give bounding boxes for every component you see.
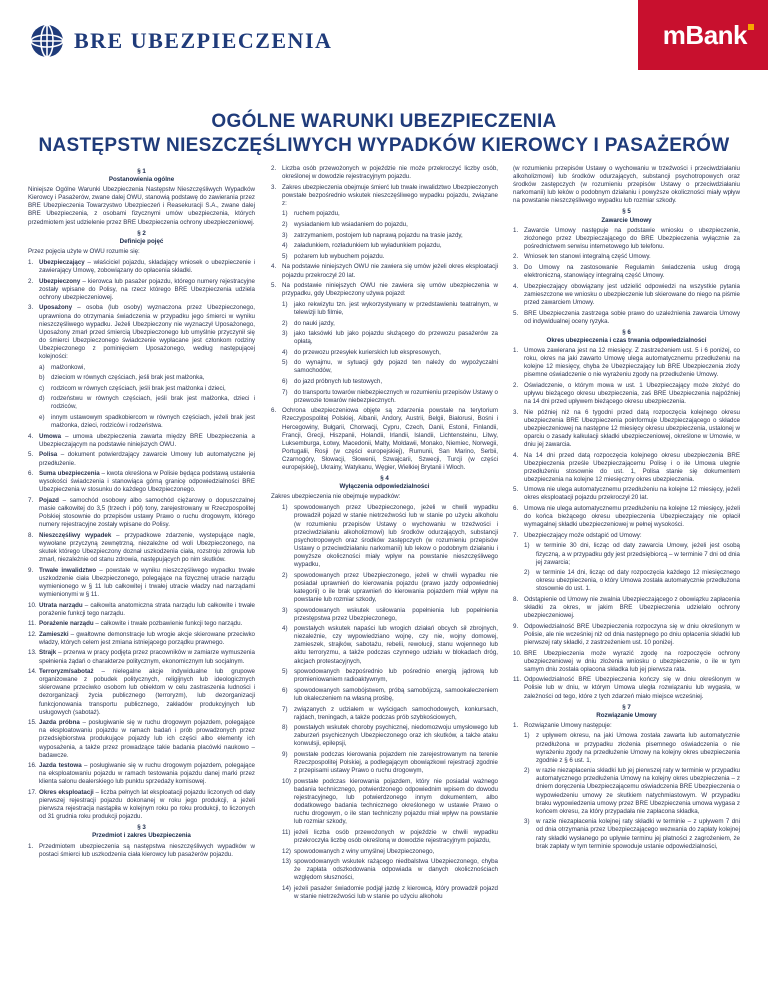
- item-number: 2.: [513, 253, 519, 261]
- section-title: Okres ubezpieczenia i czas trwania odpowiedzialności: [546, 336, 707, 344]
- column-1: [28, 165, 255, 990]
- numbered-item: [28, 259, 255, 275]
- numbered-item: [28, 567, 255, 599]
- item-text: Umowa nie ulega automatycznemu przedłużeniu na kolejne 12 miesięcy, jeżeli do końca bieżącego okresu ubezpieczenia Ubezpieczający nie opłacił wymagalnej składki ubezpieczeniowej w pełnej wysokości.: [524, 505, 740, 529]
- item-text: powstałe podczas kierowania pojazdem, który nie posiadał ważnego badania technicznego, potwierdzonego odpowiednim wpisem do dowodu rejestracyjnego, lub potwierdzonego innym dokumentem, albo dodatkowego badania technicznego określonego w ustawie Prawo o ruchu drogowym, o ile stan techniczny pojazdu miał wpływ na powstanie lub rozmiar szkody,: [294, 777, 498, 826]
- section-number: § 4: [380, 475, 389, 483]
- item-text: Zakres ubezpieczenia obejmuje śmierć lub trwałe inwalidztwo Ubezpieczonych powstałe bezpośrednio wskutek nieszczęśliwego wypadku pojazdu, związane z:: [282, 183, 498, 207]
- sub-item: [282, 320, 498, 328]
- item-text: w razie niezapłacenia składki lub jej pierwszej raty w terminie w przypadku automatycznego przedłużenia Umowy na kolejny okres ubezpieczenia – z dniem doręczenia Ubezpieczającemu oświadczenia BRE Ubezpieczenia o wypowiedzeniu umowy ze skutkiem natychmiastowym. W przypadku braku wypowiedzenia umowy przez BRE Ubezpieczenia umowa wygasa z końcem okresu, za który przypadała nie zapłacona składka,: [536, 767, 740, 815]
- item-number: 7.: [513, 531, 519, 539]
- item-text: BRE Ubezpieczenia zastrzega sobie prawo do uzależnienia zawarcia Umowy od indywidualnej oceny ryzyka.: [524, 309, 740, 325]
- sub-item: [524, 542, 740, 566]
- numbered-item: [513, 596, 740, 620]
- item-text: załadunkiem, rozładunkiem lub wyładunkiem pojazdu,: [294, 242, 442, 250]
- item-text: Utrata narządu – całkowita anatomiczna strata narządu lub całkowite i trwałe porażenie funkcji tego narządu.: [39, 601, 255, 617]
- item-number: 10.: [513, 649, 522, 657]
- item-number: 1): [282, 504, 288, 512]
- item-text: Ubezpieczający może odstąpić od Umowy:: [524, 531, 642, 539]
- numbered-item: [271, 184, 498, 208]
- sub-item: [282, 706, 498, 722]
- item-number: 5): [282, 252, 288, 260]
- item-number: 1): [282, 210, 288, 218]
- item-number: 3): [282, 606, 288, 614]
- mbank-logo-text: mBank: [662, 20, 747, 50]
- numbered-item: [513, 486, 740, 502]
- sub-item: [282, 829, 498, 845]
- item-text: w terminie 14 dni, licząc od daty rozpoczęcia każdego 12 miesięcznego okresu ubezpieczenia, o który Umowa została automatycznie przedłużona stosownie do ust. 1.: [536, 569, 740, 593]
- item-number: 8.: [28, 531, 34, 539]
- item-text: jeżeli pasażer świadomie podjął jazdę z kierowcą, który prowadził pojazd w stanie nietrzeźwości lub w stanie po użyciu alkoholu: [294, 884, 498, 900]
- mbank-dot-icon: [748, 24, 754, 30]
- item-text: spowodowanych wskutek usiłowania popełnienia lub popełnienia przestępstwa przez Ubezpieczonego,: [294, 606, 498, 622]
- sub-item: [282, 389, 498, 405]
- numbered-item: [271, 407, 498, 472]
- item-text: spowodowanych przez Ubezpieczonego, jeżeli w chwili wypadku nie posiadał uprawnień do kierowania pojazdu (prawo jazdy odpowiedniej kategorii) o ile brak uprawnień do kierowania pojazdem miał wpływ na powstanie lub rozmiar szkody,: [294, 571, 498, 603]
- item-text: Umowa zawierana jest na 12 miesięcy. Z zastrzeżeniem ust. 5 i 6 poniżej, co roku, okres na jaki zawarto Umowę ulega automatycznemu przedłużeniu na kolejne 12 miesięcy, chyba że Ubezpieczający lub BRE Ubezpieczenia złoży pisemne oświadczenie o nie wyrażeniu zgody na przedłużenie Umowy.: [524, 346, 740, 379]
- item-text: powstałe podczas kierowania pojazdem nie zarejestrowanym na terenie Rzeczpospolitej Polskiej, a podlegającym obowiązkowi rejestracji zgodnie z przepisami ustawy Prawo o ruchu drogowym,: [294, 751, 498, 775]
- item-text: powstałych wskutek napaści lub wrogich działań obcych sił zbrojnych, niezależnie, czy wypowiedziano wojnę, czy nie, wojny domowej, zamieszek, strajków, sabotażu, rebelii, rewolucji, stanu wojennego lub aktu terroryzmu, a także podczas czynnego udziału w blokadach dróg, akcjach protestacyjnych,: [294, 625, 498, 665]
- item-text: zatrzymaniem, postojem lub naprawą pojazdu na trasie jazdy,: [294, 231, 463, 239]
- defined-term: Pojazd: [39, 496, 59, 504]
- sub-item: [282, 504, 498, 569]
- item-text: Terroryzm/sabotaż – nielegalne akcje indywidualne lub grupowe organizowane z pobudek politycznych, religijnych lub ideologicznych skierowane przeciwko osobom lub obiektom w celu zastraszenia ludności i dezorganizacji życia publicznego (terroryzm), lub dezorganizacji funkcjonowania transportu publicznego, zakładów produkcyjnych lub usługowych (sabotaż).: [39, 668, 255, 716]
- item-number: 16.: [28, 762, 37, 770]
- numbered-item: [28, 304, 255, 361]
- paragraph: Zakres ubezpieczenia nie obejmuje wypadków:: [271, 493, 401, 501]
- item-number: d): [39, 395, 45, 403]
- page-header: [0, 0, 768, 88]
- item-text: związanych z udziałem w wyścigach samochodowych, konkursach, rajdach, treningach, a także podczas prób szybkościowych,: [294, 705, 498, 721]
- defined-term: Utrata narządu: [39, 601, 83, 609]
- paragraph: (w rozumieniu przepisów Ustawy o wychowaniu w trzeźwości i przeciwdziałaniu alkoholizmowi) lub środków odurzających, substancji psychotropowych oraz środków zastępczych (w rozumieniu przepisów Ustawy o przeciwdziałaniu narkomanii) lub leków o podobnym działaniu i powyższe okoliczności miały wpływ na powstanie nieszczęśliwego wypadku lub rozmiar szkody.: [513, 165, 740, 205]
- item-text: Jazda próbna – posługiwanie się w ruchu drogowym pojazdem, polegające na eksploatowaniu pojazdu w ramach badań i prób prowadzonych przez przedsiębiorstwa produkujące pojazdy lub ich części albo elementy ich wyposażenia, a także przez prowadzące takie badania placówki naukowo – badawcze.: [39, 719, 255, 759]
- item-number: 5): [282, 668, 288, 676]
- numbered-item: [513, 227, 740, 251]
- section-heading: [271, 475, 498, 491]
- item-number: 2): [524, 767, 530, 775]
- item-number: 4.: [513, 451, 519, 459]
- numbered-item: [28, 497, 255, 529]
- item-text: Okres eksploatacji – liczba pełnych lat eksploatacji pojazdu liczonych od daty pierwszej rejestracji pojazdu dokonanej w roku jego produkcji, a jeżeli pierwsza rejestracja nastąpiła w kolejnym roku po roku produkcji, to liczonych od 31 grudnia roku produkcji pojazdu.: [39, 788, 255, 821]
- defined-term: Trwałe inwalidztwo: [39, 566, 97, 574]
- item-number: 14): [282, 884, 291, 892]
- defined-term: Uposażony: [39, 304, 73, 312]
- numbered-item: [513, 310, 740, 326]
- bre-globe-logo-icon: [30, 24, 64, 58]
- sub-item: [282, 221, 498, 229]
- numbered-item: [513, 623, 740, 647]
- item-number: 5): [282, 359, 288, 367]
- numbered-item: [271, 263, 498, 279]
- item-number: 3.: [513, 408, 519, 416]
- numbered-item: [513, 676, 740, 700]
- sub-item: [524, 569, 740, 593]
- item-text: Ochrona ubezpieczeniowa objęte są zdarzenia powstałe na terytorium Rzeczypospolitej Polskiej, Albanii, Andory, Austrii, Belgii, Białorusi, Bośni i Hercegowiny, Bułgarii, Chorwacji, Cypru, Czech, Danii, Estonii, Finlandii, Francji, Grecji, Hiszpanii, Holandii, Irlandii, Islandii, Lichtensteinu, Litwy, Luksemburga, Łotwy, Macedonii, Malty, Mołdawii, Monako, Niemiec, Norwegii, Portugalii, Rosji (w części europejskiej), Rumunii, San Marino, Serbii, Czarnogóry, Słowacji, Słowenii, Szwajcarii, Szwecji, Turcji (w części europejskiej), Ukrainy, Watykanu, Węgier, Wielkiej Brytanii i Włoch.: [282, 407, 498, 471]
- sub-item: [39, 395, 255, 411]
- item-text: spowodowanych z winy umyślnej Ubezpieczonego,: [294, 847, 435, 855]
- item-number: 1): [524, 732, 530, 740]
- item-text: Liczba osób przewożonych w pojeździe nie może przekroczyć liczby osób, określonej w dowodzie rejestracyjnym pojazdu.: [282, 165, 498, 181]
- defined-term: Ubezpieczony: [39, 277, 81, 285]
- item-number: 5.: [271, 282, 277, 290]
- item-text: Do Umowy na zastosowanie Regulamin świadczenia usług drogą elektroniczną, stanowiący integralną część Umowy.: [524, 264, 740, 280]
- item-number: 4): [282, 242, 288, 250]
- sub-item: [524, 732, 740, 764]
- item-number: e): [39, 414, 45, 422]
- column-2: [271, 165, 498, 990]
- item-text: Odstąpienie od Umowy nie zwalnia Ubezpieczającego z obowiązku zapłacenia składki za okres, w jakim BRE Ubezpieczenia udzielało ochrony ubezpieczeniowej.: [524, 596, 740, 620]
- item-text: Na podstawie niniejszych OWU nie zawiera się umów jeżeli okres eksploatacji pojazdu przekroczył 20 lat.: [282, 263, 498, 279]
- item-number: 8): [282, 724, 288, 732]
- item-number: 8.: [513, 596, 519, 603]
- item-number: 6.: [28, 470, 34, 478]
- sub-item: [39, 374, 255, 382]
- sub-item: [282, 242, 498, 250]
- defined-term: Umowa: [39, 432, 62, 440]
- numbered-item: [513, 253, 740, 261]
- item-number: 6.: [513, 505, 519, 513]
- numbered-item: [28, 719, 255, 759]
- item-text: Ubezpieczający obowiązany jest udzielić odpowiedzi na wszystkie pytania zamieszczone we wniosku o ubezpieczenie lub skierowane do niego na piśmie przed zawarciem Umowy.: [524, 282, 740, 306]
- item-text: Umowa nie ulega automatycznemu przedłużeniu na kolejne 12 miesięcy, jeżeli okres eksploatacji pojazdu przekroczył 20 lat.: [524, 486, 740, 502]
- item-text: Polisa – dokument potwierdzający zawarcie Umowy lub automatyczne jej przedłużenie.: [39, 451, 255, 467]
- sub-item: [282, 349, 498, 357]
- column-3: [513, 165, 740, 990]
- item-number: 11.: [28, 620, 37, 628]
- defined-term: Zamieszki: [39, 630, 69, 638]
- item-text: Umowa – umowa ubezpieczenia zawarta między BRE Ubezpieczenia a Ubezpieczającym na podstawie niniejszych OWU.: [39, 432, 255, 448]
- item-text: do jazd próbnych lub testowych,: [294, 378, 383, 386]
- item-number: 10.: [28, 601, 37, 609]
- sub-item: [282, 253, 498, 261]
- item-text: do wynajmu, w sytuacji gdy pojazd ten należy do wypożyczalni samochodów,: [294, 359, 498, 375]
- item-text: ruchem pojazdu,: [294, 210, 340, 218]
- item-number: 6.: [271, 407, 277, 415]
- item-number: 1.: [28, 842, 34, 850]
- numbered-item: [28, 278, 255, 302]
- item-number: 3): [282, 231, 288, 239]
- numbered-item: [28, 668, 255, 717]
- defined-term: Strajk: [39, 649, 57, 657]
- numbered-item: [28, 631, 255, 647]
- item-number: 12.: [28, 630, 37, 638]
- sub-item: [282, 232, 498, 240]
- item-number: 7.: [28, 496, 34, 504]
- numbered-item: [28, 649, 255, 665]
- section-number: § 2: [137, 229, 146, 237]
- item-number: 5.: [513, 486, 519, 494]
- mbank-logo: [638, 0, 768, 70]
- section-title: Zawarcie Umowy: [601, 216, 652, 224]
- item-text: Rozwiązanie Umowy następuje:: [524, 721, 612, 729]
- document-title: [0, 110, 768, 158]
- item-number: 7): [282, 388, 288, 396]
- item-text: w terminie 30 dni, licząc od daty zawarcia Umowy, jeżeli jest osobą fizyczną, a w przypadku gdy jest przedsiębiorcą – w terminie 7 dni od dnia jej zawarcia;: [536, 542, 740, 566]
- item-text: rodzicom w równych częściach, jeśli brak jest małżonka i dzieci,: [51, 384, 226, 392]
- item-number: 13.: [28, 649, 37, 657]
- numbered-item: [28, 843, 255, 859]
- sub-item: [282, 687, 498, 703]
- sub-item: [282, 359, 498, 375]
- section-number: § 5: [622, 208, 631, 216]
- numbered-item: [513, 283, 740, 307]
- numbered-item: [28, 762, 255, 786]
- item-text: jeżeli liczba osób przewożonych w pojeździe w chwili wypadku przekroczyła liczbę osób określoną w dowodzie rejestracyjnym pojazdu,: [294, 828, 498, 844]
- section-title: Rozwiązanie Umowy: [596, 711, 657, 719]
- item-number: 6): [282, 378, 288, 386]
- item-text: Nieszczęśliwy wypadek – przypadkowe zdarzenie, wystepujące nagle, wywołane przyczyną zewnętrzną, niezależne od woli Ubezpieczonego, na skutek którego Ubezpieczony doznał uszkodzenia ciała, rozstroju zdrowia lub zmarł, niezależnie od stanu zdrowia, następujących po nim skutków.: [39, 531, 255, 564]
- section-heading: [28, 168, 255, 184]
- item-text: rodzeństwu w równych częściach, jeśli brak jest małżonka, dzieci i rodziców,: [51, 395, 255, 411]
- item-text: z upływem okresu, na jaki Umowa została zawarta lub automatycznie przedłużona w przypadku złożenia pisemnego oświadczenia o nie wyrażeniu zgody na przedłużenie Umowy na kolejny okres ubezpieczenia zgodnie z § 6 ust. 1,: [536, 732, 740, 764]
- item-text: Przedmiotem ubezpieczenia są następstwa nieszczęśliwych wypadków w postaci śmierci lub uszkodzenia ciała kierowcy lub pasażerów pojazdu.: [39, 842, 255, 858]
- item-number: 5.: [513, 309, 519, 317]
- item-number: 7): [282, 705, 288, 713]
- item-text: Jazda testowa – posługiwanie się w ruchu drogowym pojazdem, polegające na eksploatowaniu pojazdu w ramach testowania pojazdu danej marki przez klienta salonu dealerskiego lub punktu sprzedaży komisowej.: [39, 762, 255, 786]
- numbered-item: [513, 264, 740, 280]
- item-number: 14.: [28, 668, 37, 676]
- item-number: 11.: [513, 676, 522, 684]
- section-number: § 6: [622, 328, 631, 336]
- item-text: pożarem lub wybuchem pojazdu.: [294, 252, 385, 260]
- item-text: do przewozu przesyłek kurierskich lub ekspresowych,: [294, 348, 441, 356]
- section-title: Postanowienia ogólne: [108, 176, 175, 184]
- item-number: 2): [524, 569, 530, 577]
- item-number: 2.: [271, 165, 277, 172]
- section-title: Definicje pojęć: [119, 237, 164, 245]
- numbered-item: [28, 451, 255, 467]
- title-line-1: OGÓLNE WARUNKI UBEZPIECZENIA: [211, 111, 557, 132]
- sub-item: [282, 625, 498, 665]
- sub-item: [524, 818, 740, 850]
- item-number: 1.: [513, 346, 519, 354]
- defined-term: Nieszczęśliwy wypadek: [39, 531, 112, 539]
- section-heading: [513, 329, 740, 345]
- item-number: 4.: [513, 282, 519, 290]
- sub-item: [39, 385, 255, 393]
- item-text: dzieciom w równych częściach, jeśli brak jest małżonka,: [51, 374, 205, 382]
- item-number: 9.: [513, 622, 519, 630]
- section-number: § 3: [137, 824, 146, 832]
- item-number: 6): [282, 686, 288, 694]
- defined-term: Polisa: [39, 451, 58, 459]
- item-number: 12): [282, 847, 291, 855]
- numbered-item: [513, 722, 740, 730]
- item-text: powstałych wskutek choroby psychicznej, niedomozwoju umysłowego lub zaburzeń psychicznych Ubezpieczonego oraz ich skutków, a także ataku konwulsji, epilepsji,: [294, 724, 498, 748]
- numbered-item: [28, 789, 255, 821]
- item-number: 1.: [513, 226, 519, 234]
- sub-item: [282, 858, 498, 882]
- item-text: spowodowanych przez Ubezpieczonego, jeżeli w chwili wypadku prowadził pojazd w stanie nietrzeźwości lub w stanie po użyciu alkoholu (w rozumieniu przepisów Ustawy o wychowaniu w trzeźwości i przeciwdziałaniu alkoholizmowi) lub środków odurzających, substancji psychotropowych oraz środków zastępczych (w rozumieniu przepisów Ustawy o przeciwdziałaniu narkomanii) lub lekow o podobnym działaniu i powyższe okoliczności miały wpływ na powstanie nieszczęśliwego wypadku,: [294, 504, 498, 569]
- section-title: Przedmiot i zakres Ubezpieczenia: [92, 832, 191, 840]
- item-text: Uposażony – osoba (lub osoby) wyznaczona przez Ubezpieczonego, uprawniona do otrzymania świadczenia w przypadku jego śmierci w wyniku nieszczęśliwego wypadku. Jeżeli Ubezpieczony nie wyznaczył Uposażonego, Uposażony zmarł przed śmiercią Ubezpieczonego lub umyślnie przyczynił się do śmierci Ubezpieczonego świadczenie wypłacane jest członkom rodziny Ubezpieczonego z pominięciem Uposażonego, według następującej kolejności:: [39, 304, 255, 360]
- defined-term: Porażenie narządu: [39, 620, 94, 628]
- sub-item: [282, 724, 498, 748]
- item-text: spowodowanych bezpośrednio lub pośrednio energią jądrową lub promieniowaniem radioaktywnym,: [294, 668, 498, 684]
- item-text: do nauki jazdy,: [294, 319, 335, 327]
- defined-term: Jazda próbna: [39, 719, 80, 727]
- numbered-item: [28, 433, 255, 449]
- numbered-item: [28, 470, 255, 494]
- item-text: Wniosek ten stanowi integralną część Umowy.: [524, 253, 651, 261]
- item-text: Trwałe inwalidztwo – powstałe w wyniku nieszczęśliwego wypadku trwałe uszkodzenie ciała Ubezpieczonego, polegające na fizycznej utracie narządu wymienionego w § 11 lub całkowitej i trwałej utracie władzy nad narządami wymienionymi w § 11.: [39, 566, 255, 598]
- numbered-item: [271, 165, 498, 181]
- item-number: 1): [524, 542, 530, 550]
- item-number: b): [39, 374, 45, 382]
- item-text: Strajk – przerwa w pracy podjęta przez pracowników w zamiarze wymuszenia spełnienia żądań o charakterze politycznym, ekonomicznym lub socjalnym.: [39, 649, 255, 665]
- section-heading: [513, 208, 740, 224]
- item-text: Pojazd – samochód osobowy albo samochód ciężarowy o dopuszczalnej masie całkowitej do 3,5 (trzech i pół) tony, zarejestrowany w Rzeczpospolitej Polskiej stosownie do przepisów ustawy Prawo o ruchu drogowym, którego numery rejestracyjne zostały wpisane do Polisy.: [39, 496, 255, 529]
- item-number: 11): [282, 828, 291, 836]
- brand-name: BRE UBEZPIECZENIA: [74, 28, 333, 53]
- item-text: Ubezpieczony – kierowca lub pasażer pojazdu, którego numery rejestracyjne zostały wpisane do Polisy, na rzecz którego BRE Ubezpieczenia udziela ochrony ubezpieczeniowej.: [39, 277, 255, 301]
- item-number: 1.: [28, 258, 34, 266]
- paragraph: Przez pojęcia użyte w OWU rozumie się:: [28, 247, 140, 255]
- item-text: Odpowiedzialność BRE Ubezpieczenia kończy się w dniu określonym w Polisie lub w dniu, w którym Umowa uległa rozwiązaniu lub wygasła, w zależności od tego, które z tych zdarzeń miało miejsce wcześniej.: [524, 676, 740, 700]
- defined-term: Terroryzm/sabotaż: [39, 668, 94, 676]
- section-number: § 1: [137, 168, 146, 175]
- item-number: 2): [282, 571, 288, 579]
- item-number: 3.: [271, 183, 277, 191]
- item-text: Ubezpieczający – właściciel pojazdu, składający wniosek o ubezpieczenie i zawierający Umowę, zobowiązany do opłacenia składki.: [39, 258, 255, 275]
- item-number: c): [39, 384, 45, 392]
- item-number: 4): [282, 348, 288, 356]
- item-number: 9): [282, 751, 288, 758]
- sub-item: [282, 572, 498, 604]
- item-number: 2): [282, 319, 288, 327]
- section-number: § 7: [622, 703, 631, 711]
- numbered-item: [28, 602, 255, 618]
- item-number: 2.: [513, 381, 519, 389]
- paragraph: Niniejsze Ogólne Warunki Ubezpieczenia Następstw Nieszczęśliwych Wypadków Kierowcy i Pasażerów, zwane dalej OWU, stanowią podstawę do zawierania przez BRE Ubezpieczenia Towarzystwo Ubezpieczeń i Reasekuracji S.A., zwane dalej BRE Ubezpieczenia, z osobami fizycznymi umów ubezpieczenia, których przedmiotem jest udzielenie przez BRE Ubezpieczenia ochrony ubezpieczeniowej.: [28, 186, 255, 226]
- section-heading: [28, 230, 255, 246]
- sub-item: [524, 767, 740, 816]
- numbered-item: [513, 505, 740, 529]
- numbered-item: [513, 347, 740, 379]
- item-number: 17.: [28, 788, 37, 796]
- item-number: 10): [282, 777, 291, 785]
- numbered-item: [28, 620, 255, 628]
- sub-item: [282, 885, 498, 901]
- item-number: 3): [282, 330, 288, 338]
- item-text: Zamieszki – gwałtowne demonstracje lub wrogie akcje skierowane przeciwko władzy, których celem jest zmiana istniejącego porządku prawnego.: [39, 630, 255, 646]
- item-text: Zawarcie Umowy następuje na podstawie wniosku o ubezpieczenie, złożonego przez Ubezpieczającego do BRE Ubezpieczenia wyłącznie za pośrednictwem serwisu internetowego lub telefonu.: [524, 226, 740, 250]
- item-text: Suma ubezpieczenia – kwota określona w Polisie będąca podstawą ustalenia wysokości świadczenia i stanowiąca górną granicę odpowiedzialności BRE Ubezpieczenia w stosunku do każdego Ubezpieczonego.: [39, 470, 255, 494]
- item-text: jako rekwizytu tzn. jest wykorzystywany w przedstawieniu teatralnym, w telewizji lub filmie,: [294, 300, 498, 316]
- item-number: 3.: [513, 264, 519, 272]
- sub-item: [282, 848, 498, 856]
- sub-item: [282, 301, 498, 317]
- item-text: Porażenie narządu – całkowite i trwałe pozbawienie funkcji tego narządu.: [39, 620, 243, 628]
- item-number: 15.: [28, 719, 37, 727]
- item-number: 5.: [28, 451, 34, 459]
- numbered-item: [271, 282, 498, 298]
- numbered-item: [513, 650, 740, 674]
- sub-item: [282, 210, 498, 218]
- item-number: a): [39, 363, 45, 371]
- numbered-item: [513, 409, 740, 449]
- defined-term: Ubezpieczający: [39, 258, 85, 266]
- item-number: 1): [282, 300, 288, 308]
- title-line-2: NASTĘPSTW NIESZCZĘŚLIWYCH WYPADKÓW KIEROWCY I PASAŻERÓW: [38, 135, 730, 156]
- sub-item: [282, 607, 498, 623]
- item-text: innym ustawowym spadkobiercom w równych częściach, jeżeli brak jest małżonka, dzieci, rodziców i rodzeństwa.: [51, 414, 255, 430]
- item-text: Na 14 dni przed datą rozpoczęcia kolejnego okresu ubezpieczenia BRE Ubezpieczenia prześle Ubezpieczającemu Polisę i o ile Umowa ulegnie przedłużeniu stosownie do ust. 1, Polisa stanie się dokumentem ubezpieczenia na kolejne 12 miesięczny okres ubezpieczenia.: [524, 451, 740, 483]
- item-text: Na podstawie niniejszych OWU nie zawiera się umów ubezpieczenia w przypadku, gdy Ubezpieczony używa pojazd:: [282, 282, 498, 298]
- item-text: Nie później niż na 6 tygodni przed datą rozpoczęcia kolejnego okresu ubezpieczenia BRE Ubezpieczenia poinformuje Ubezpieczającego o składce ubezpieczeniowej na następne 12 miesięcy okresu ubezpieczenia, ustalonej w oparciu o zasady kalkulacji składki ubezpieczeniowej, określone w Umowie, w dniu jej zawarcia.: [524, 408, 740, 448]
- item-text: BRE Ubezpieczenia może wyrazić zgodę na rozpoczęcie ochrony ubezpieczeniowej w dniu złożenia wniosku o ubezpieczenie, o ile w tym samym dniu została opłacona składka lub jej pierwsza rata.: [524, 649, 740, 673]
- item-text: spowodowanych samobójstwem, próbą samobójczą, samookaleczeniem lub okaleczeniem na własną prośbę,: [294, 686, 498, 702]
- item-number: 4): [282, 625, 288, 633]
- sub-item: [282, 668, 498, 684]
- defined-term: Suma ubezpieczenia: [39, 470, 100, 478]
- sub-item: [282, 330, 498, 346]
- item-text: Oświadczenie, o którym mowa w ust. 1 Ubezpieczający może złożyć do upływu bieżącego okresu ubezpieczenia, zaś BRE Ubezpieczenia najpóźniej na 14 dni przed upływem bieżącego okresu ubezpieczenia.: [524, 381, 740, 405]
- numbered-item: [28, 532, 255, 564]
- sub-item: [39, 414, 255, 430]
- item-text: wysiadaniem lub wsiadaniem do pojazdu,: [294, 221, 408, 229]
- item-text: jako taksówki lub jako pojazdu służącego do przewozu pasażerów za opłatą,: [294, 330, 498, 346]
- section-title: Wyłączenia odpowiedzialności: [339, 483, 430, 491]
- item-number: 2): [282, 221, 288, 229]
- item-number: 13): [282, 858, 291, 866]
- item-number: 9.: [28, 566, 34, 574]
- numbered-item: [513, 452, 740, 484]
- item-text: Odpowiedzialność BRE Ubezpieczenia rozpoczyna się w dniu określonym w Polisie, ale nie wcześniej niż od dnia następnego po dniu opłacenia składki lub pierwszej raty składki, z zastrzeżeniem ust. 10 poniżej.: [524, 622, 740, 646]
- item-number: 4.: [271, 263, 277, 271]
- numbered-item: [513, 532, 740, 540]
- numbered-item: [513, 382, 740, 406]
- item-number: 3): [524, 818, 530, 826]
- item-text: do transportu towarów niebezpiecznych w rozumieniu przepisów Ustawy o przewozie towarów niebezpiecznych.: [294, 388, 498, 404]
- sub-item: [282, 378, 498, 386]
- document-body: [28, 165, 740, 990]
- item-number: 1.: [513, 721, 519, 729]
- sub-item: [282, 778, 498, 827]
- item-number: 3.: [28, 304, 34, 312]
- defined-term: Okres eksploatacji: [39, 788, 94, 796]
- item-text: w razie niezapłacenia kolejnej raty składki w terminie – z upływem 7 dni od dnia otrzymania przez Ubezpieczającego wezwania do zapłaty kolejnej raty składki wysłanego po upływie terminu jej płatności z zagrożeniem, że brak zapłaty w tym terminie spowoduje ustanie odpowiedzialności,: [536, 818, 740, 850]
- section-heading: [513, 704, 740, 720]
- item-text: spowodowanych wskutek rażącego niedbalstwa Ubezpieczonego, chyba że zapłata odszkodowania odpowiada w danych okolicznościach względom słuszności,: [294, 858, 498, 882]
- item-text: małżonkowi,: [51, 363, 86, 371]
- item-number: 4.: [28, 432, 34, 440]
- sub-item: [39, 364, 255, 372]
- section-heading: [28, 824, 255, 840]
- defined-term: Jazda testowa: [39, 762, 82, 770]
- item-number: 2.: [28, 277, 34, 285]
- sub-item: [282, 751, 498, 775]
